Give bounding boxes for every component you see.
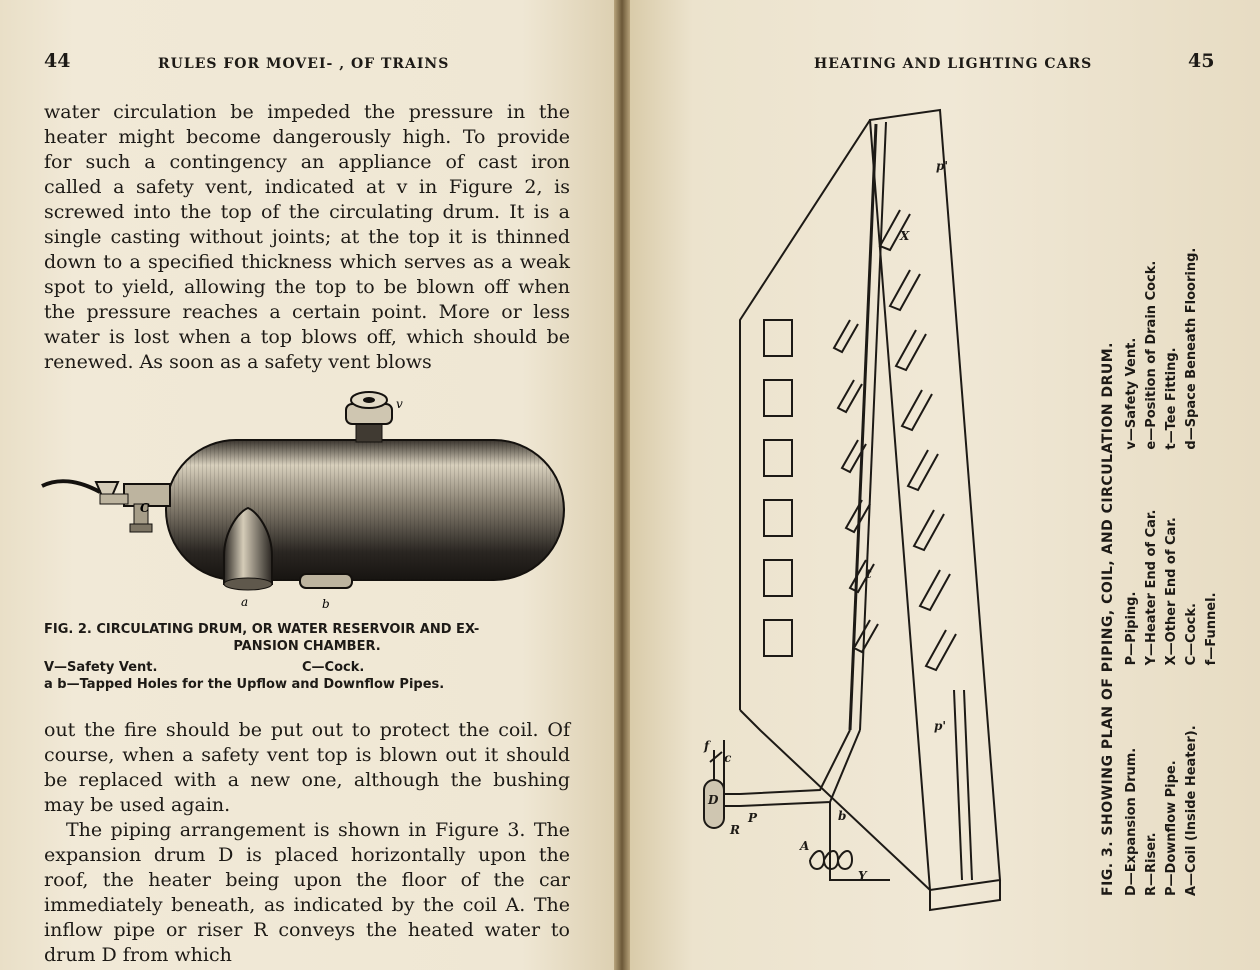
label-d: D (708, 793, 719, 807)
figure-3-title: FIG. 3. SHOWING PLAN OF PIPING, COIL, AND CIRCULATION DRUM. (1100, 341, 1116, 896)
legend-item: P—Piping. (1124, 591, 1139, 666)
label-f: f (704, 739, 710, 753)
label-t: t (866, 567, 872, 581)
legend-item: e—Position of Drain Cock. (1144, 260, 1159, 450)
legend-item: t—Tee Fitting. (1164, 347, 1179, 450)
label-p-prime-bottom: p' (934, 719, 947, 733)
legend-item: X—Other End of Car. (1164, 517, 1179, 666)
running-head-right: HEATING AND LIGHTING CARS (814, 56, 1093, 72)
figure-2-label-c: C (140, 501, 150, 515)
figure-2-title-line-2: PANSION CHAMBER. (233, 639, 381, 654)
paragraph-text: out the fire should be put out to protect the coil. Of course, when a safety vent top is blown out it should be replaced with a new one, although the bushing may be used again. (44, 719, 570, 816)
legend-item: v—Safety Vent. (1124, 337, 1139, 450)
paragraph-text: The piping arrangement is shown in Figure 3. The expansion drum D is placed horizontally upon the roof, the heater being upon the floor of the car immediately beneath, as indicated by the coil A. The inflow pipe or riser R conveys the heated water to drum D from which (44, 819, 570, 966)
label-p-prime-top: p' (936, 159, 949, 173)
legend-cock: C—Cock. (302, 660, 365, 675)
label-r: R (730, 823, 740, 837)
label-a: A (800, 839, 810, 853)
legend-column-2 (1122, 510, 1222, 666)
figure-2-label-a: a (241, 595, 249, 609)
legend-item: A—Coil (Inside Heater). (1184, 725, 1199, 896)
figure-2-legend-row (44, 659, 570, 676)
legend-safety-vent: V—Safety Vent. (44, 660, 158, 675)
figure-2-circulating-drum (38, 384, 578, 614)
page-number-left: 44 (44, 50, 71, 72)
book-gutter (614, 0, 630, 970)
figure-3-legend (1122, 106, 1222, 896)
paragraph-fire-out (44, 718, 570, 968)
legend-item: Y—Heater End of Car. (1144, 509, 1159, 666)
label-b: b (838, 809, 847, 823)
figure-2-label-v: v (396, 397, 403, 411)
legend-item: C—Cock. (1184, 603, 1199, 666)
legend-item: R—Riser. (1144, 832, 1159, 896)
figure-3-caption (1100, 106, 1222, 896)
running-head-left: RULES FOR MOVEI- , OF TRAINS (158, 56, 450, 72)
figure-3-piping-plan (700, 90, 1120, 960)
left-page (0, 0, 614, 970)
legend-column-3 (1122, 248, 1222, 450)
paragraph-safety-vent (44, 100, 570, 375)
label-p: P (748, 811, 758, 825)
legend-item: f—Funnel. (1204, 592, 1219, 666)
legend-item: d—Space Beneath Flooring. (1184, 247, 1199, 450)
legend-column-1 (1122, 725, 1222, 896)
label-c: c (724, 751, 732, 765)
legend-tapped-holes: a b—Tapped Holes for the Upflow and Downflow Pipes. (44, 677, 445, 692)
paragraph-text: water circulation be impeded the pressure in the heater might become dangerously high. To provide for such a contingency an appliance of cast iron called a safety vent, indicated at v in Figure 2, is screwed into the top of the circulating drum. It is a single casting without joints; at the top it is thinned down to a specified thickness which serves as a weak spot to yield, allowing the top to be blown off when the pressure reaches a certain point. More or less water is lost when a top blows off, which should be renewed. As soon as a safety vent blows (44, 101, 570, 373)
figure-2-label-b: b (322, 597, 330, 611)
label-y: Y (858, 869, 867, 883)
legend-item: D—Expansion Drum. (1124, 747, 1139, 896)
right-page (630, 0, 1260, 970)
legend-item: P—Downflow Pipe. (1164, 760, 1179, 896)
page-number-right: 45 (1188, 50, 1215, 72)
figure-2-title-line-1: FIG. 2. CIRCULATING DRUM, OR WATER RESERVOIR AND EX- (44, 622, 480, 637)
figure-2-caption (44, 621, 570, 693)
label-x: X (900, 229, 910, 243)
